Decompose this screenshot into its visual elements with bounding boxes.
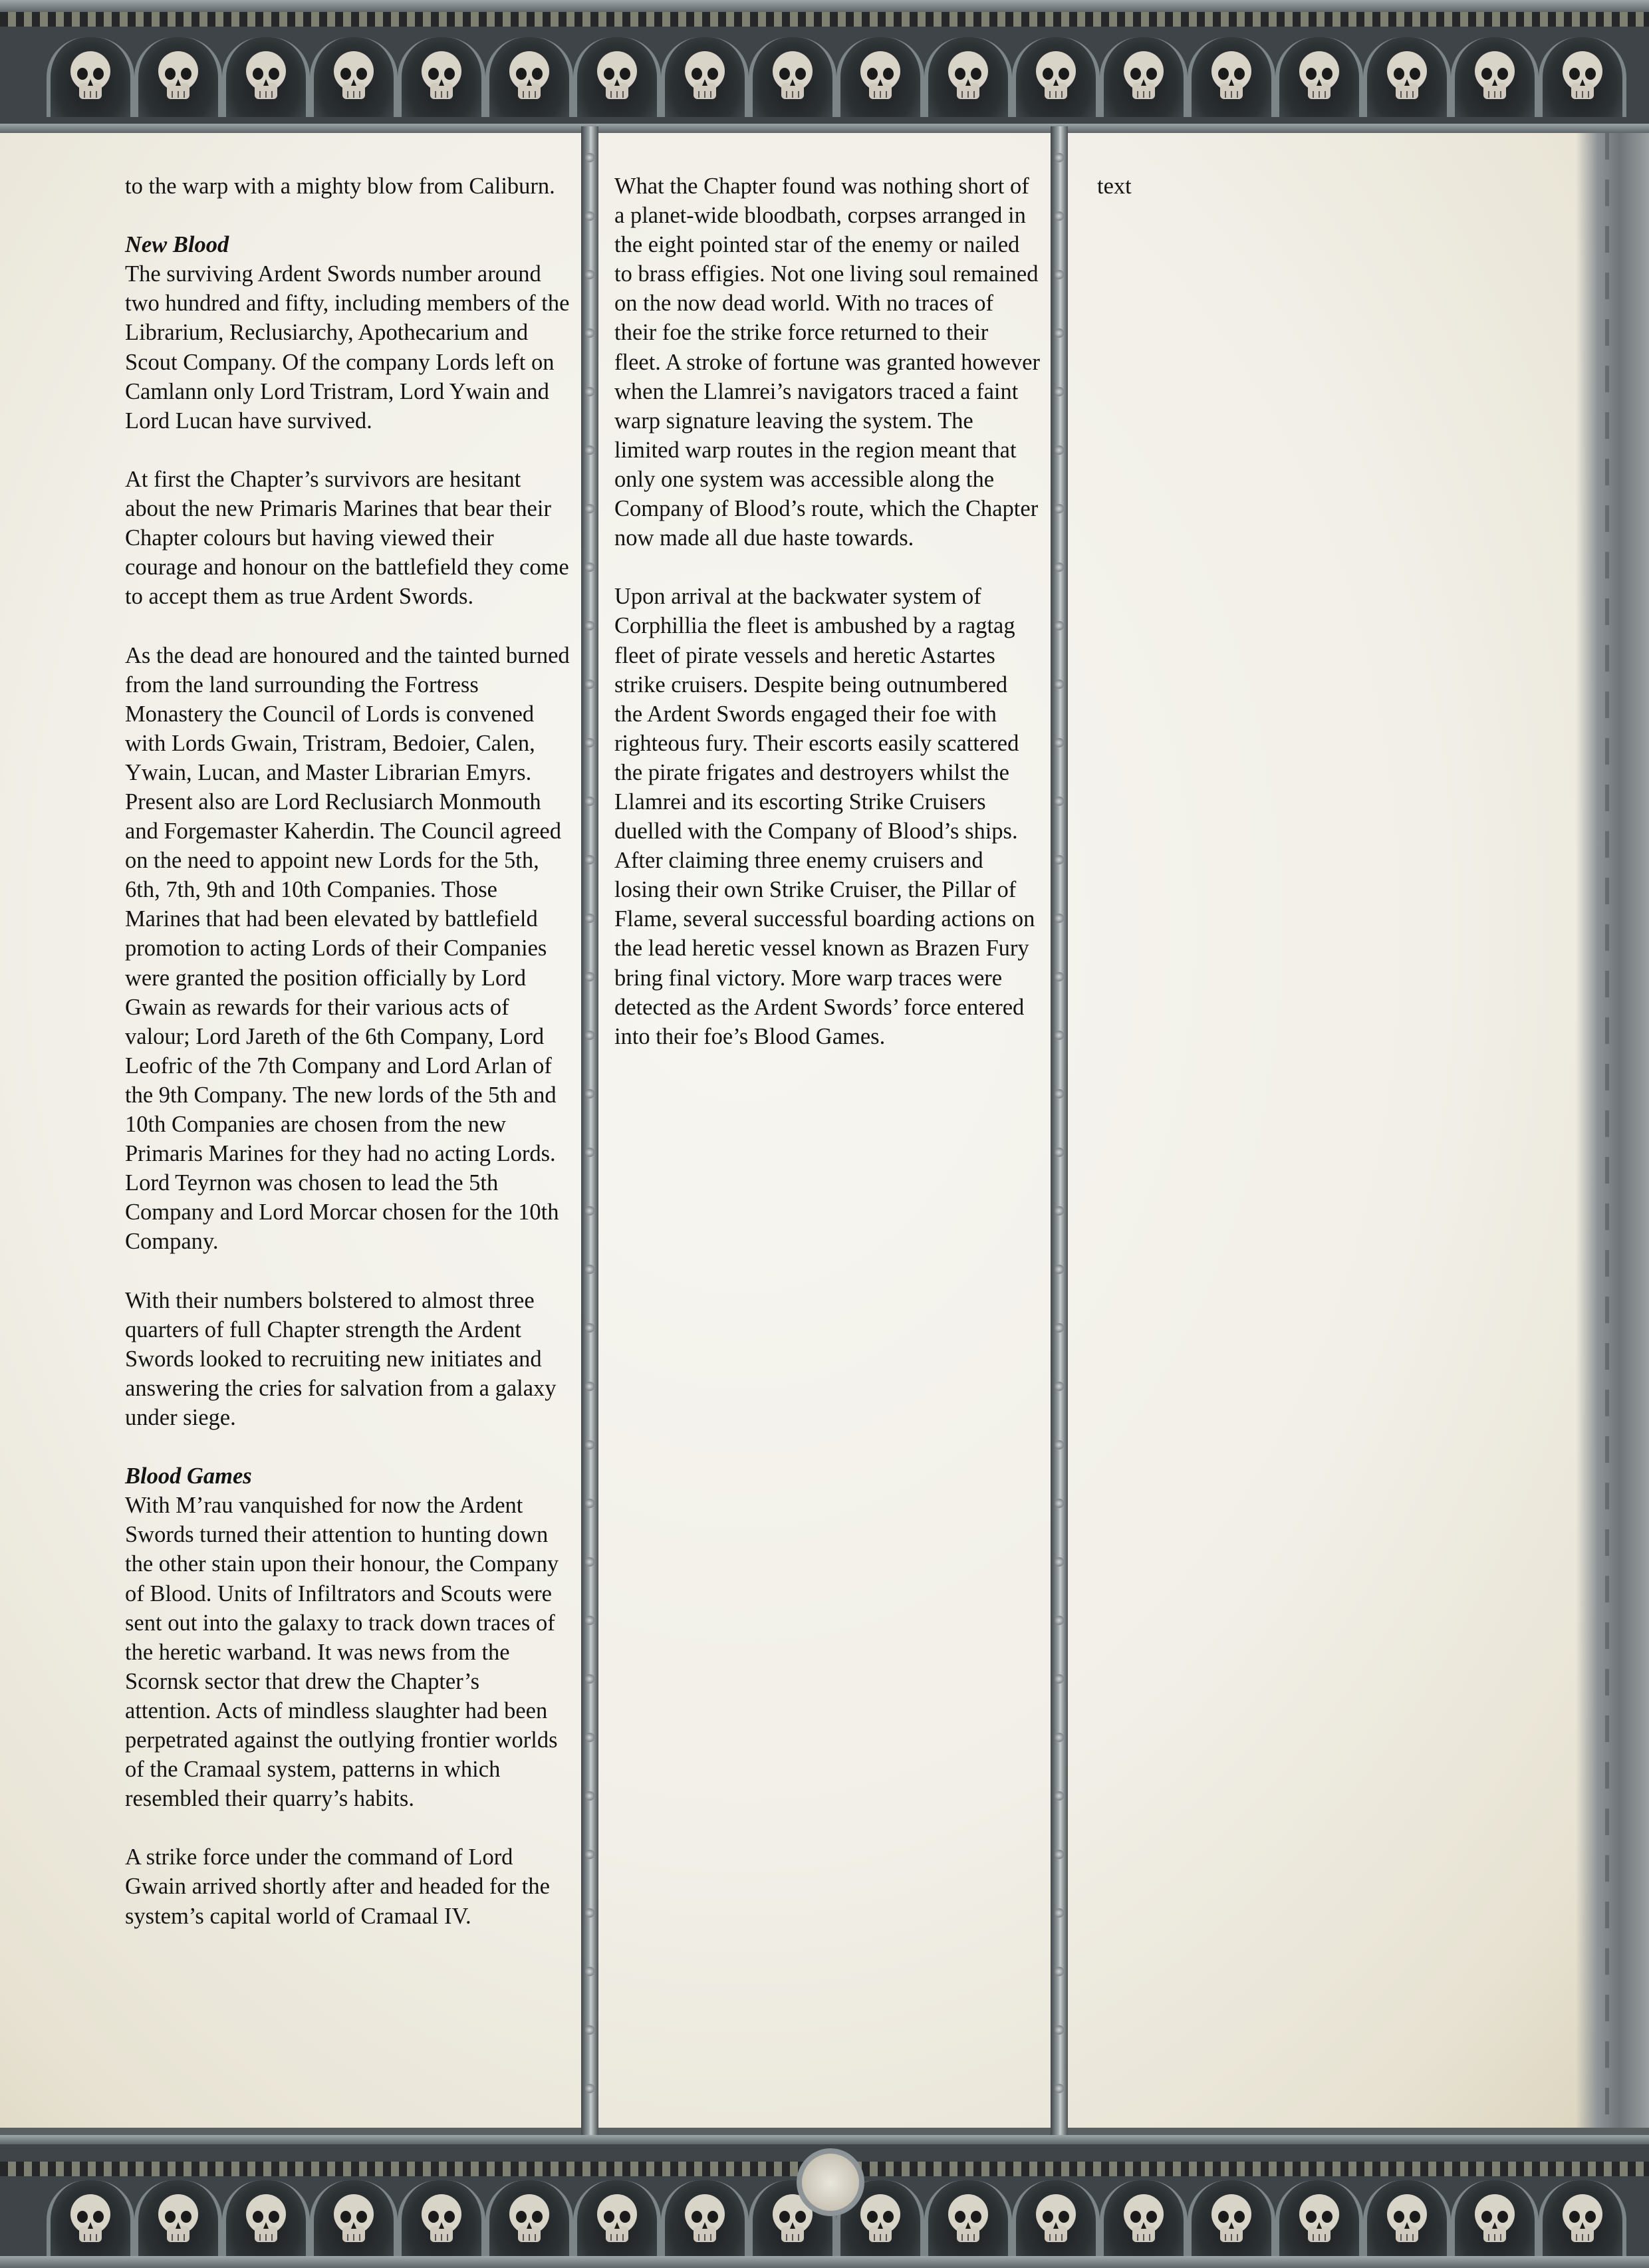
- paragraph: A strike force under the command of Lord Gwain arrived shortly after and headed for the system’s capital world of Cramaal IV.: [125, 1844, 550, 1929]
- bolt-decoration: [585, 153, 594, 162]
- bolt-decoration: [585, 972, 594, 981]
- bolt-decoration: [1055, 972, 1064, 981]
- bolt-decoration: [585, 680, 594, 689]
- bolt-decoration: [1055, 153, 1064, 162]
- skull-icon: [310, 37, 398, 117]
- bolt-decoration: [585, 504, 594, 513]
- bolt-decoration: [1055, 680, 1064, 689]
- border-rail: [0, 2135, 1649, 2144]
- bolt-decoration: [585, 1206, 594, 1215]
- bolt-decoration: [585, 1265, 594, 1274]
- skull-icon: [1012, 37, 1100, 117]
- skull-icon: [836, 37, 924, 117]
- bolt-decoration: [1055, 445, 1064, 455]
- paragraph: At first the Chapter’s survivors are hesitant about the new Primaris Marines that bear their Chapter colours but having viewed their courage and honour on the battlefield they come to accept them as true Ardent Swords.: [125, 466, 569, 610]
- paragraph: The surviving Ardent Swords number around two hundred and fifty, including members of the Librarium, Reclusiarchy, Apothecarium and Scout Company. Of the company Lords left on Camlann only Lord Tristram, Lord Ywain and Lord Lucan have survived.: [125, 261, 570, 434]
- bolt-decoration: [585, 1791, 594, 1801]
- bolt-decoration: [1055, 1557, 1064, 1567]
- paragraph: Upon arrival at the backwater system of Corphillia the fleet is ambushed by a ragtag fleet of pirate vessels and heretic Astartes strike cruisers. Despite being outnumbered the Ardent Swords engaged their foe with righteous fury. Their escorts easily scattered the pirate frigates and destroyers whilst the Llamrei and its escorting Strike Cruisers duelled with the Company of Blood’s ships. After claiming three enemy cruisers and losing their own Strike Cruiser, the Pillar of Flame, several successful boarding actions on the lead heretic vessel known as Brazen Fury bring final victory. More warp traces were detected as the Ardent Swords’ force entered into their foe’s Blood Games.: [614, 584, 1035, 1049]
- skull-icon: [485, 37, 573, 117]
- bolt-decoration: [585, 1616, 594, 1625]
- skull-icon: [1012, 2180, 1100, 2260]
- stone-edge-decoration: [1576, 133, 1649, 2128]
- bolt-decoration: [1055, 1440, 1064, 1449]
- bolt-decoration: [585, 1908, 594, 1918]
- skull-icon: [47, 37, 134, 117]
- bolt-decoration: [585, 1148, 594, 1157]
- bolt-decoration: [1055, 328, 1064, 338]
- skull-icon: [398, 37, 485, 117]
- bottom-skull-border: [0, 2135, 1649, 2268]
- bolt-decoration: [1055, 1031, 1064, 1040]
- skull-icon: [1363, 37, 1451, 117]
- bolt-decoration: [585, 797, 594, 806]
- top-skull-border: [0, 0, 1649, 133]
- skull-icon: [1275, 37, 1363, 117]
- bolt-decoration: [1055, 1089, 1064, 1098]
- skull-icon: [1188, 37, 1275, 117]
- skull-icon: [398, 2180, 485, 2260]
- section-heading: Blood Games: [125, 1463, 252, 1489]
- bolt-decoration: [585, 738, 594, 747]
- bolt-decoration: [585, 211, 594, 221]
- bolt-decoration: [1055, 1674, 1064, 1684]
- skull-icon: [749, 37, 836, 117]
- bolt-decoration: [585, 855, 594, 864]
- column-divider: [581, 126, 598, 2141]
- skull-icon: [661, 37, 749, 117]
- stone-crack-decoration: [1605, 133, 1609, 2128]
- bolt-decoration: [1055, 621, 1064, 630]
- bolt-decoration: [585, 445, 594, 455]
- text-column-1: [125, 172, 571, 1960]
- bolt-decoration: [1055, 1148, 1064, 1157]
- bolt-decoration: [585, 1733, 594, 1742]
- bolt-decoration: [1055, 797, 1064, 806]
- skull-icon: [924, 37, 1012, 117]
- paragraph: With their numbers bolstered to almost three quarters of full Chapter strength the Ardent Swords looked to recruiting new initiates and answering the cries for salvation from a galaxy under siege.: [125, 1287, 557, 1430]
- bolt-decoration: [1055, 1323, 1064, 1332]
- text-column-2: [614, 172, 1040, 1080]
- skull-icon: [310, 2180, 398, 2260]
- bolt-decoration: [1055, 1791, 1064, 1801]
- bolt-decoration: [1055, 914, 1064, 923]
- bolt-decoration: [585, 1674, 594, 1684]
- skull-icon: [485, 2180, 573, 2260]
- bolt-decoration: [585, 387, 594, 396]
- bolt-decoration: [585, 1440, 594, 1449]
- bolt-decoration: [1055, 1616, 1064, 1625]
- skull-icon: [1451, 2180, 1539, 2260]
- skull-icon: [1100, 37, 1188, 117]
- bolt-decoration: [585, 1382, 594, 1391]
- checker-strip: [0, 12, 1649, 27]
- paragraph: What the Chapter found was nothing short of a planet-wide bloodbath, corpses arranged in the eight pointed star of the enemy or nailed to brass effigies. Not one living soul remained on the now dead world. With no traces of their foe the strike force returned to their fleet. A stroke of fortune was granted however when the Llamrei’s navigators traced a faint warp signature leaving the system. The limited warp routes in the region meant that only one system was accessible along the Company of Blood’s route, which the Chapter now made all due haste towards.: [614, 174, 1040, 551]
- bolt-decoration: [1055, 1382, 1064, 1391]
- bolt-decoration: [585, 914, 594, 923]
- bolt-decoration: [1055, 563, 1064, 572]
- bolt-decoration: [1055, 855, 1064, 864]
- skull-icon: [222, 2180, 310, 2260]
- bolt-decoration: [1055, 211, 1064, 221]
- bolt-decoration: [585, 1967, 594, 1976]
- section-heading: New Blood: [125, 232, 229, 258]
- bolt-decoration: [1055, 1908, 1064, 1918]
- skull-icon: [661, 2180, 749, 2260]
- bolt-decoration: [585, 621, 594, 630]
- border-rail: [0, 0, 1649, 12]
- skull-icon: [134, 2180, 222, 2260]
- skull-icon: [1363, 2180, 1451, 2260]
- paragraph: As the dead are honoured and the tainted burned from the land surrounding the Fortress Monastery the Council of Lords is convened with Lords Gwain, Tristram, Bedoier, Calen, Ywain, Lucan, and Master Librarian Emyrs. Present also are Lord Reclusiarch Monmouth and Forgemaster Kaherdin. The Council agreed on the need to appoint new Lords for the 5th, 6th, 7th, 9th and 10th Companies. Those Marines that had been elevated by battlefield promotion to acting Lords of their Companies were granted the position officially by Lord Gwain as rewards for their various acts of valour; Lord Jareth of the 6th Company, Lord Leofric of the 7th Company and Lord Arlan of the 9th Company. The new lords of the 5th and 10th Companies are chosen from the new Primaris Marines for they had no acting Lords. Lord Teyrnon was chosen to lead the 5th Company and Lord Morcar chosen for the 10th Company.: [125, 642, 570, 1255]
- bolt-decoration: [585, 1031, 594, 1040]
- bolt-decoration: [585, 563, 594, 572]
- bolt-decoration: [585, 1323, 594, 1332]
- bolt-decoration: [1055, 504, 1064, 513]
- skull-icon: [1539, 2180, 1626, 2260]
- bolt-decoration: [1055, 1499, 1064, 1508]
- bolt-decoration: [1055, 387, 1064, 396]
- bolt-decoration: [1055, 2025, 1064, 2035]
- bolt-decoration: [1055, 1967, 1064, 1976]
- skull-icon: [1539, 37, 1626, 117]
- skull-icon: [1188, 2180, 1275, 2260]
- bolt-decoration: [1055, 2084, 1064, 2093]
- medallion-icon: [797, 2148, 864, 2216]
- skull-icon: [1275, 2180, 1363, 2260]
- bolt-decoration: [585, 1499, 594, 1508]
- skull-icon: [1100, 2180, 1188, 2260]
- column-divider: [1051, 126, 1068, 2141]
- bolt-decoration: [585, 2025, 594, 2035]
- skull-icon: [47, 2180, 134, 2260]
- skull-row: [47, 37, 1649, 117]
- bolt-decoration: [1055, 270, 1064, 279]
- bolt-decoration: [1055, 1733, 1064, 1742]
- bolt-decoration: [1055, 1206, 1064, 1215]
- paragraph: With M’rau vanquished for now the Ardent Swords turned their attention to hunting down the other stain upon their honour, the Company of Blood. Units of Infiltrators and Scouts were sent out into the galaxy to track down traces of the heretic warband. It was news from the Scornsk sector that drew the Chapter’s attention. Acts of mindless slaughter had been perpetrated against the outlying frontier worlds of the Cramaal system, patterns in which resembled their quarry’s habits.: [125, 1493, 559, 1812]
- skull-icon: [1451, 37, 1539, 117]
- skull-icon: [573, 2180, 661, 2260]
- skull-icon: [134, 37, 222, 117]
- text-column-3: [1097, 172, 1297, 230]
- bolt-decoration: [585, 1557, 594, 1567]
- paragraph: text: [1097, 174, 1132, 199]
- bolt-decoration: [585, 1089, 594, 1098]
- bolt-decoration: [1055, 738, 1064, 747]
- paragraph: to the warp with a mighty blow from Caliburn.: [125, 174, 555, 199]
- bolt-decoration: [585, 2084, 594, 2093]
- bolt-decoration: [585, 270, 594, 279]
- skull-icon: [924, 2180, 1012, 2260]
- skull-icon: [222, 37, 310, 117]
- bolt-decoration: [585, 328, 594, 338]
- bolt-decoration: [585, 1850, 594, 1859]
- skull-icon: [573, 37, 661, 117]
- border-rail: [0, 2256, 1649, 2268]
- bolt-decoration: [1055, 1265, 1064, 1274]
- border-rail: [0, 124, 1649, 133]
- bolt-decoration: [1055, 1850, 1064, 1859]
